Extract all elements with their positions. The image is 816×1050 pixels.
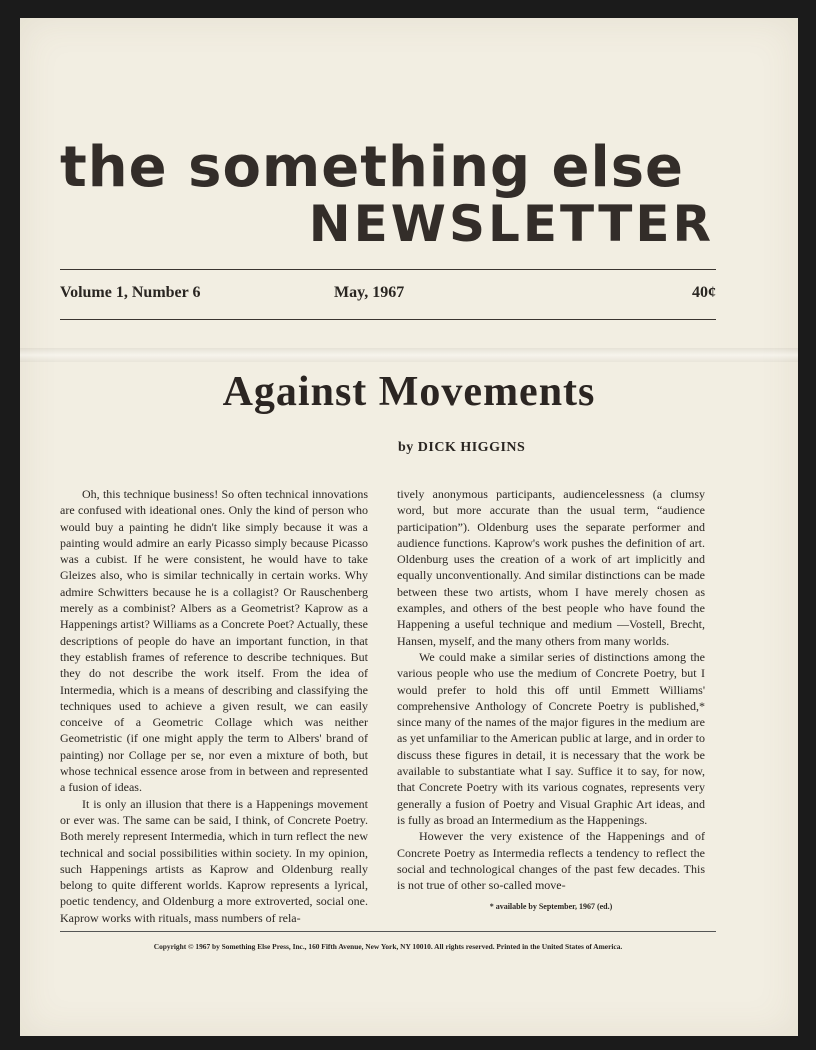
masthead-newsletter: NEWSLETTER [308,195,714,253]
issue-date: May, 1967 [334,284,405,301]
masthead-title: the something else [60,135,685,200]
article-headline: Against Movements [222,369,596,415]
article-byline: by DICK HIGGINS [398,440,526,455]
issue-volume: Volume 1, Number 6 [60,284,201,301]
article-paragraph: We could make a similar series of distinctions among the various people who use the medium of Concrete Poetry, but I would prefer to hold this off until Emmett Williams' comprehensive Anthology of Concrete Poetry is published,* since many of the names of the major figures in the medium are as yet unfamiliar to the American public at large, and in order to discuss these figures in detail, it is necessary that the work be available to substantiate what I say. Suffice it to say, for now, that Concrete Poetry with its various cognates, represents very generally a fusion of Poetry and Visual Graphic Art ideas, and is fully as broad an Intermedium as the Happenings. [397,649,706,827]
paper-fold-crease [20,348,798,362]
newsletter-page [20,18,798,1036]
article-paragraph: Oh, this technique business! So often technical innovations are confused with ideational ones. Only the kind of person who would buy a painting he didn't like simply because it was a painting would admire an early Picasso simply because Picasso was a cubist. If he were consistent, he would have to take Gleizes also, who is similar technically in certain works. Why admire Schwitters because he is a collagist? Or Rauschenberg merely as a combinist? Albers as a Geometrist? Kaprow as a Happenings artist? Williams as a Concrete Poet? Actually, these descriptions of people do have an important function, in that they establish frames of reference to describe techniques. But they do not describe the work itself. From the idea of Intermedia, which is a means of describing and classifying the techniques used to achieve a given result, we can easily conceive of a Geometric Collage which was neither Geometristic (if one might apply the term to Albers' brand of painting) nor Collage per se, nor even a mixture of both, but whose technical essence arose from in between and represented a fusion of ideas. [60,487,368,795]
issue-price: 40¢ [692,284,716,301]
masthead-rule-top [60,269,716,270]
footer-rule [60,931,716,932]
article-paragraph: It is only an illusion that there is a Happenings movement or ever was. The same can be said, I think, of Concrete Poetry. Both merely represent Intermedia, which in turn reflect the new technical and social possibilities within society. In my opinion, such Happenings artists as Kaprow and Oldenburg really belong to quite different worlds. Kaprow represents a lyrical, poetic tendency, and Oldenburg a more extroverted, social one. Kaprow works with rituals, mass numbers of rela- [60,796,368,925]
article-column-left [60,486,368,926]
masthead-rule-bottom [60,319,716,320]
article-paragraph: tively anonymous participants, audiencelessness (a clumsy word, but more accurate than the usual term, “audience participation”). Oldenburg uses the separate performer and audience functions. Kaprow's work pushes the definition of art. Oldenburg uses the creation of a work of art implicitly and equally unconventionally. And similar distinctions can be made between these two artists, whom I have merely chosen as examples, and others of the best people who have found the Happening a useful technique and medium —Vostell, Brecht, Hansen, myself, and the many others from many worlds. [397,487,705,648]
article-footnote: * available by September, 1967 (ed.) [489,902,613,911]
article-column-right [397,486,705,893]
article-paragraph: However the very existence of the Happenings and of Concrete Poetry as Intermedia reflects a tendency to reflect the social and technological changes of the past few decades. This is not true of other so-called move- [397,829,705,893]
copyright-notice: Copyright © 1967 by Something Else Press, Inc., 160 Fifth Avenue, New York, NY 10010. All rights reserved. Printed in the United States of America. [153,942,623,951]
issue-info-bar [60,284,716,308]
